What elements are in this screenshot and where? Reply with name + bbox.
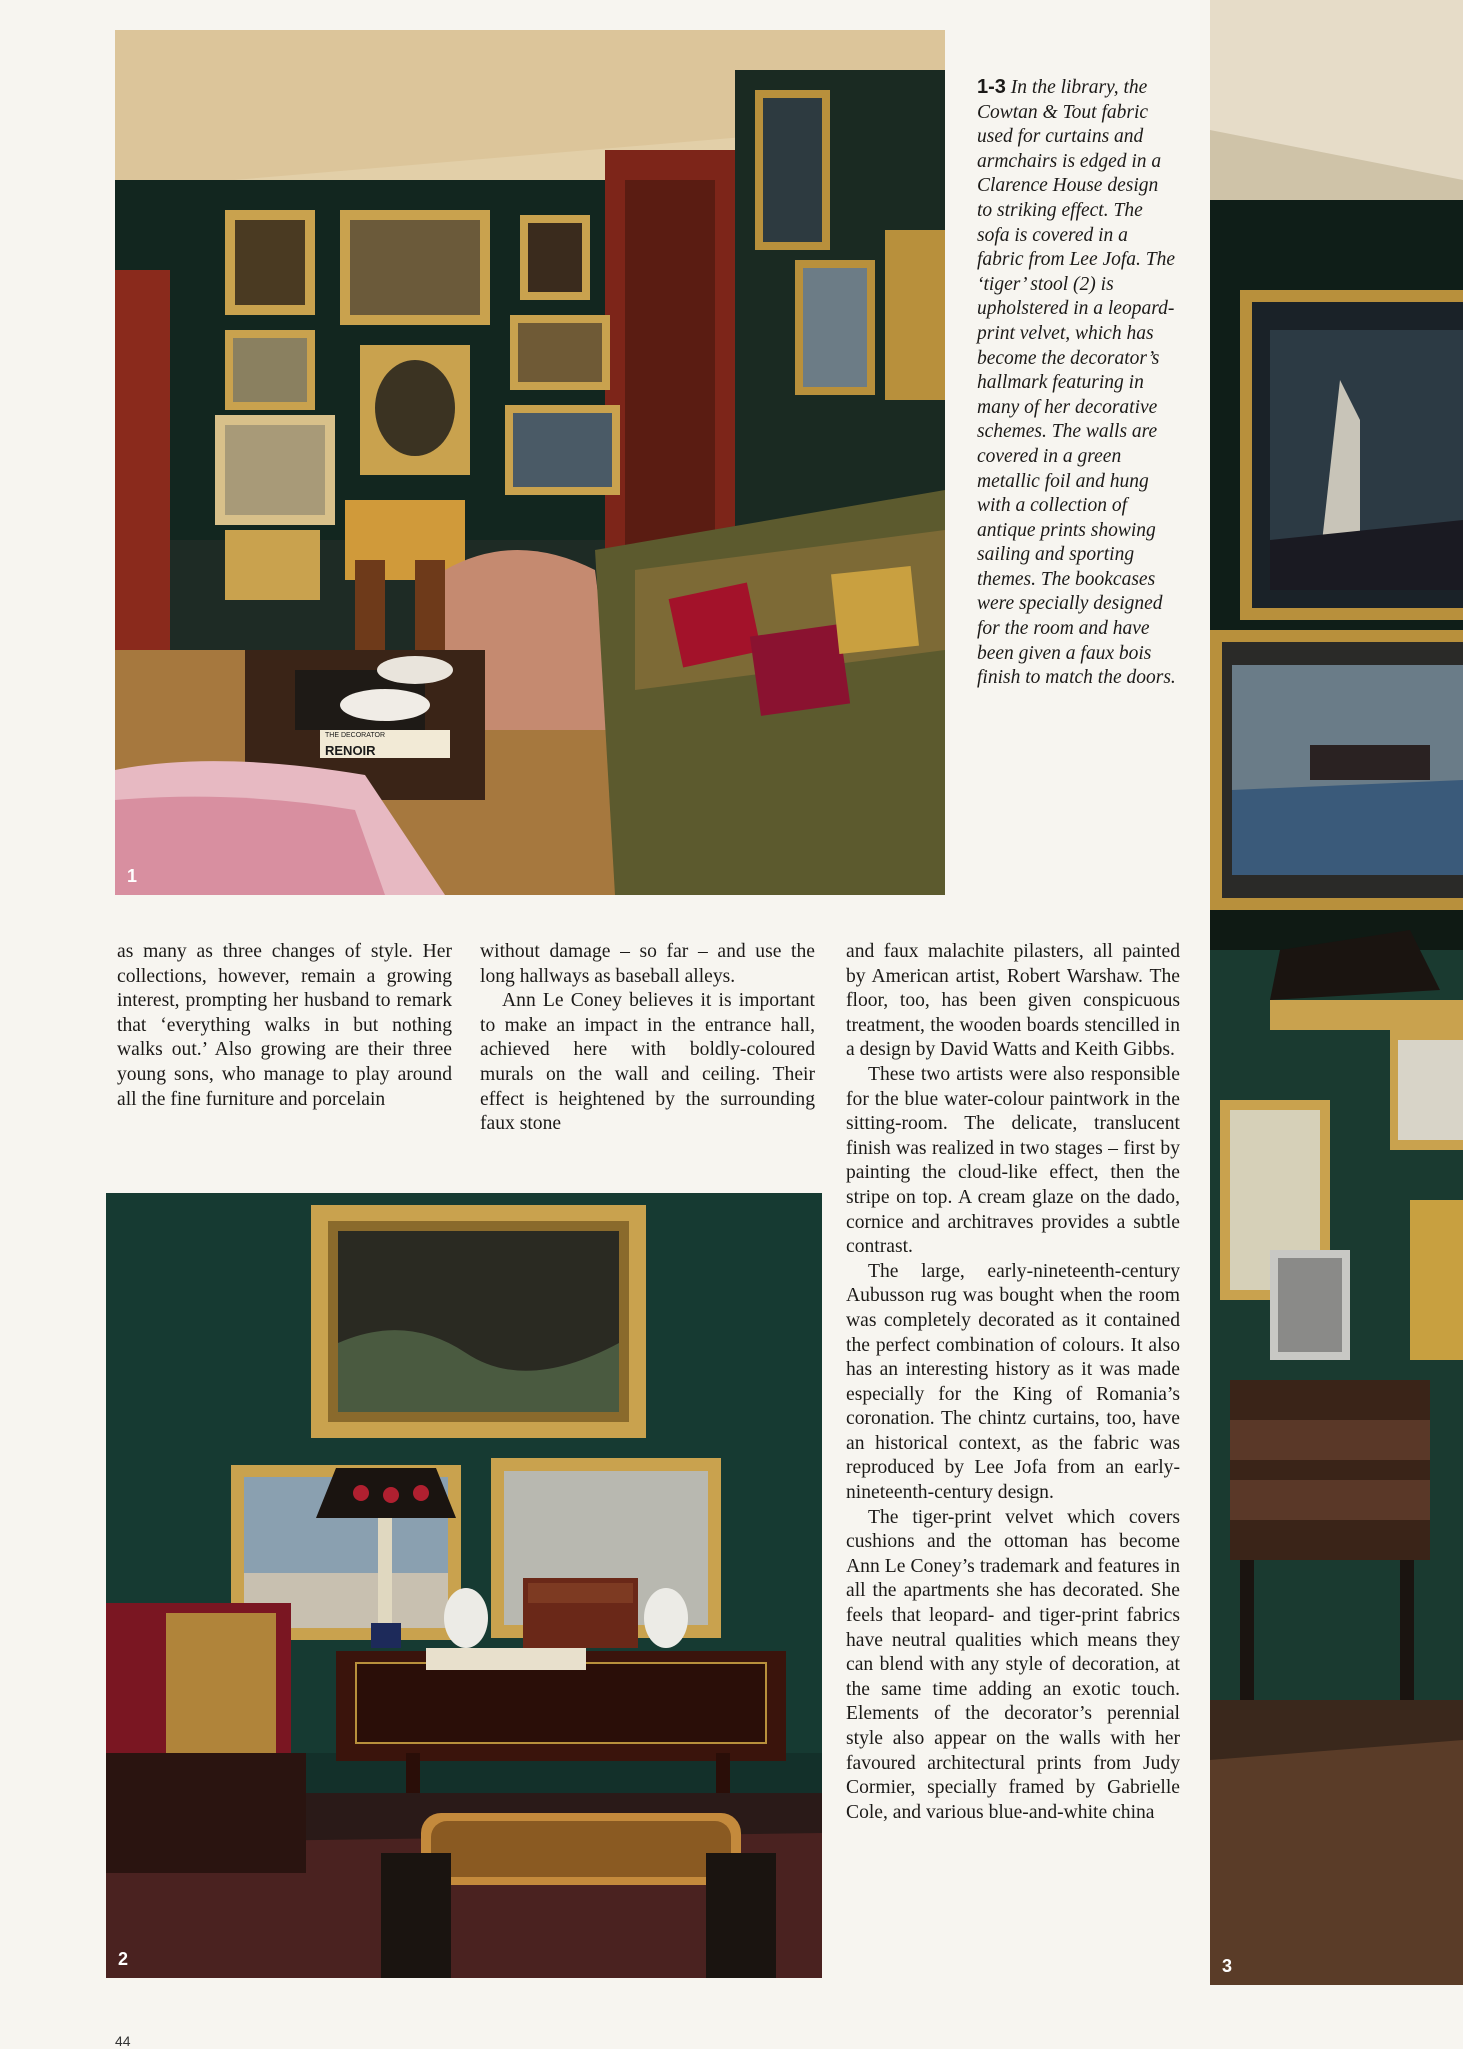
photo-number-3: 3: [1222, 1956, 1233, 1976]
library-side-photo: [1210, 0, 1463, 1985]
photo-number-2: 2: [118, 1949, 129, 1969]
library-photo: [115, 30, 945, 895]
stool-photo-graphic: [106, 1193, 822, 1978]
book-title-renoir: RENOIR: [325, 743, 376, 758]
stool-photo: [106, 1193, 822, 1978]
column-3-paragraph-2: These two artists were also responsible for the blue water-colour paintwork in the sitting-room. The delicate, translucent finish was realized in two stages – first by painting the cloud-like effect, then the stripe on top. A cream glaze on the dado, cornice and architraves provides a subtle contrast.: [846, 1063, 1180, 1258]
library-side-photo-graphic: [1210, 0, 1463, 1985]
library-photo-graphic: [115, 30, 945, 895]
column-2-paragraph-2: Ann Le Coney believes it is important to make an impact in the entrance hall, achieved here with boldly-coloured murals on the wall and ceiling. Their effect is heightened by the surrounding faux stone: [480, 990, 815, 1135]
text-column-2: [480, 940, 815, 1137]
column-1-paragraph-1: as many as three changes of style. Her collections, however, remain a growing interest, prompting her husband to remark that ‘everything walks in but nothing walks out.’ Also growing are their three young sons, who manage to play around all the fine furniture and porcelain: [117, 941, 452, 1110]
page-number: 44: [115, 2033, 131, 2049]
caption-text: In the library, the Cowtan & Tout fabric used for curtains and armchairs is edged in a Clarence House design to striking effect. The sofa is covered in a fabric from Lee Jofa. The ‘tiger’ stool (2) is upholstered in a leopard-print velvet, which has become the decorator’s hallmark featuring in many of her decorative schemes. The walls are covered in a green metallic foil and hung with a collection of antique prints showing sailing and sporting themes. The bookcases were specially designed for the room and have been given a faux bois finish to match the doors.: [977, 77, 1176, 689]
column-3-paragraph-4: The tiger-print velvet which covers cushions and the ottoman has become Ann Le Coney’s trademark and features in all the apartments she has decorated. She feels that leopard- and tiger-print fabrics have neutral qualities which means they can blend with any style of decoration, at the same time adding an exotic touch. Elements of the decorator’s perennial style also appear on the walls with her favoured architectural prints from Judy Cormier, specially framed by Gabrielle Cole, and various blue-and-white china: [846, 1506, 1180, 1823]
caption-number: 1-3: [977, 76, 1006, 98]
text-column-1: [117, 940, 452, 1112]
photo-caption: [977, 75, 1177, 691]
book-title-decorator: THE DECORATOR: [325, 732, 386, 739]
photo-number-1: 1: [127, 866, 138, 886]
column-2-paragraph-1: without damage – so far – and use the long hallways as baseball alleys.: [480, 941, 815, 987]
text-column-3: [846, 940, 1180, 1825]
column-3-paragraph-1: and faux malachite pilasters, all painted by American artist, Robert Warshaw. The floor, too, has been given conspicuous treatment, the wooden boards stencilled in a design by David Watts and Keith Gibbs.: [846, 941, 1180, 1061]
column-3-paragraph-3: The large, early-nineteenth-century Aubusson rug was bought when the room was completely decorated as it contained the perfect combination of colours. It also has an interesting history as it was made especially for the King of Romania’s coronation. The chintz curtains, too, have an historical context, as the fabric was reproduced by Lee Jofa from an early-nineteenth-century design.: [846, 1260, 1180, 1504]
